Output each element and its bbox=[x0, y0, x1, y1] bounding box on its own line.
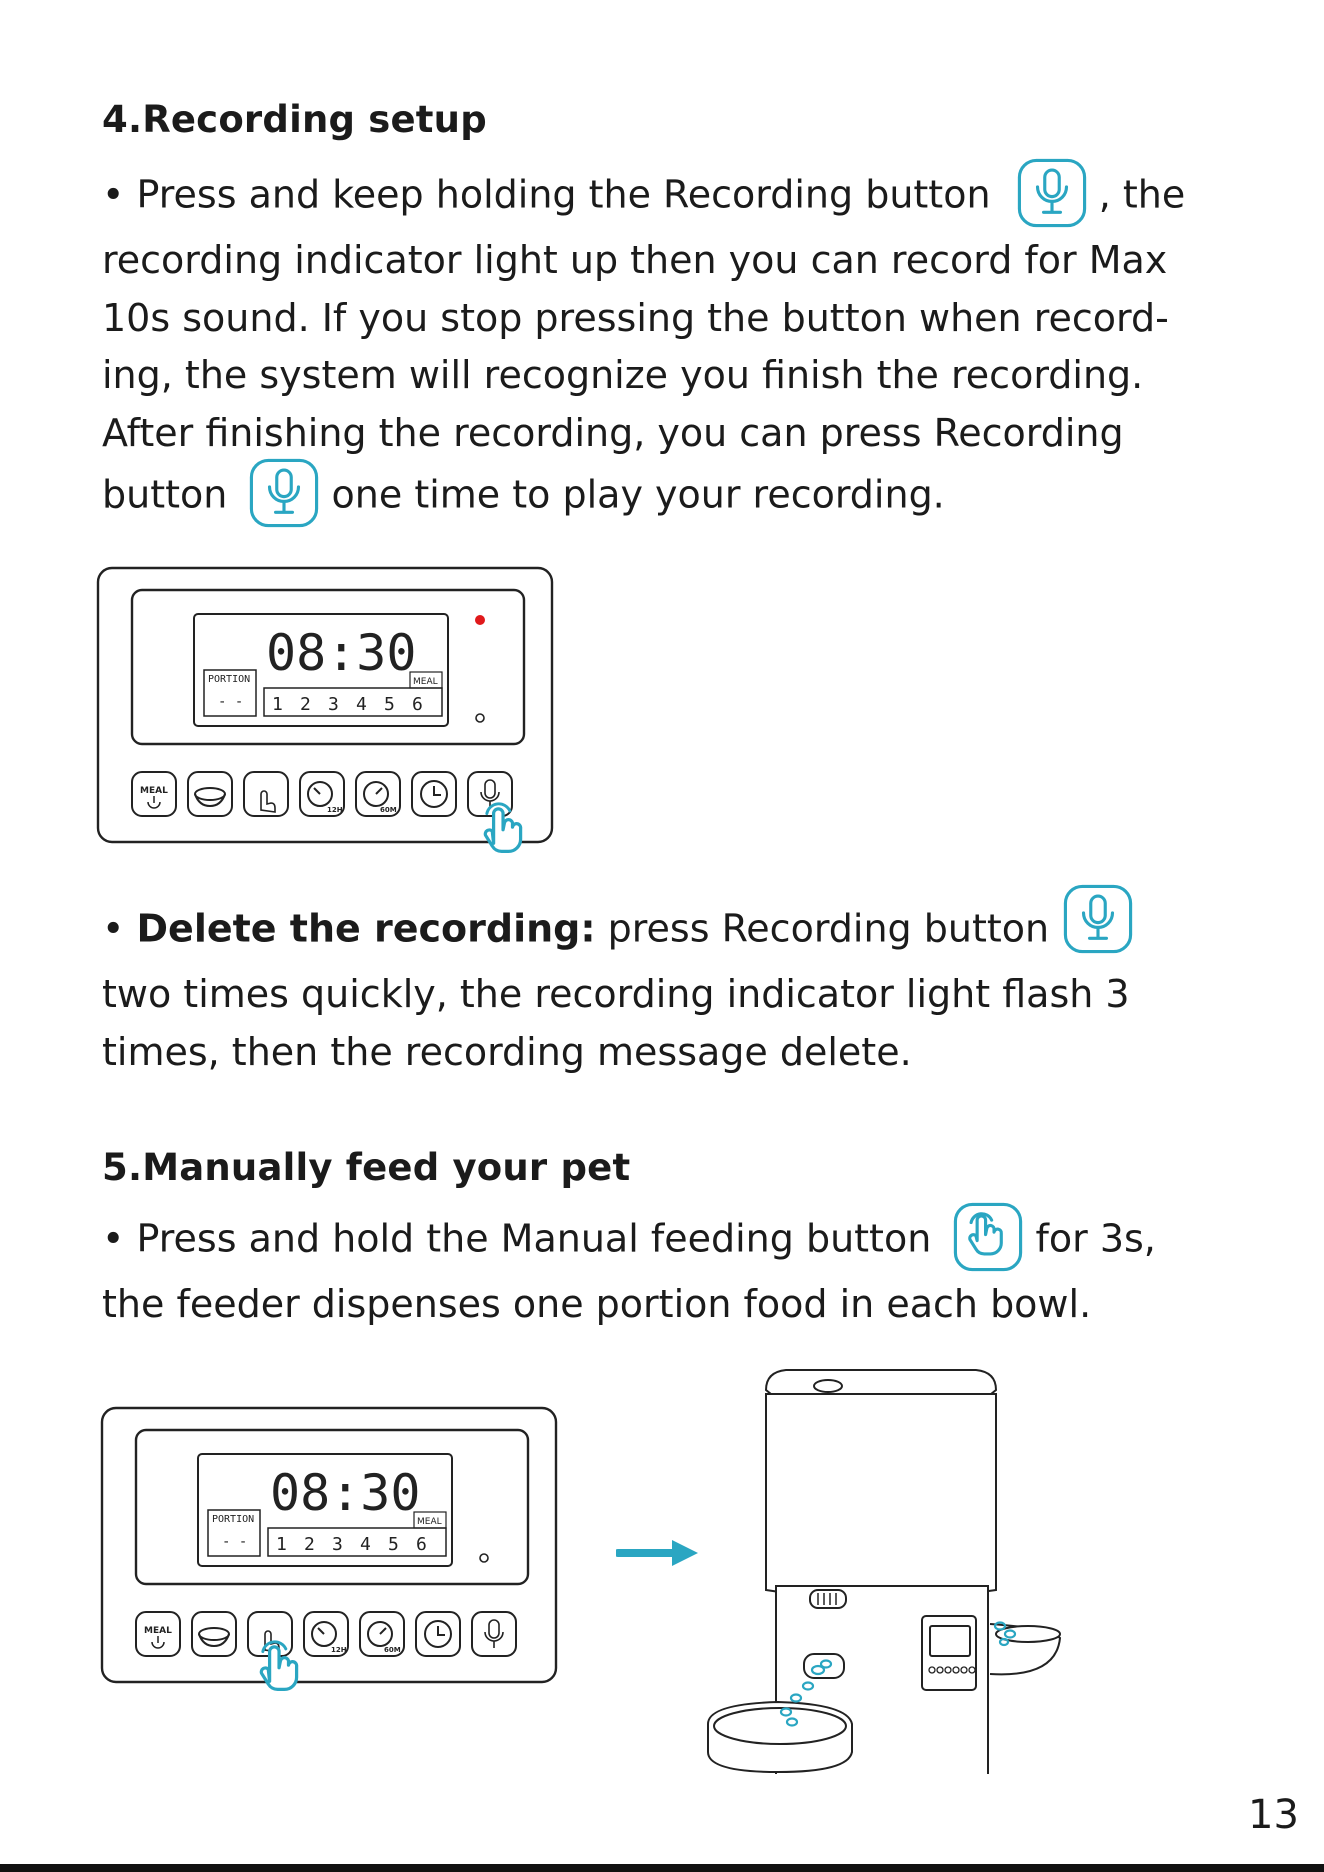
lcd-meal-number-4: 4 bbox=[360, 1534, 371, 1555]
timer-60m-label: 60M bbox=[384, 1646, 401, 1654]
manual-feed-text-line-2: the feeder dispenses one portion food in each bowl. bbox=[102, 1282, 1092, 1326]
recording-button-inline-icon-3 bbox=[1063, 884, 1133, 954]
lcd-meal-number-2: 2 bbox=[304, 1534, 315, 1555]
lcd-portion-label: PORTION bbox=[212, 1514, 255, 1525]
manual-feed-button-inline-icon bbox=[953, 1202, 1023, 1272]
lcd-meal-label: MEAL bbox=[413, 677, 438, 687]
page-bottom-border bbox=[0, 1864, 1324, 1872]
timer-12h-label: 12H bbox=[331, 1646, 347, 1654]
lcd-meal-number-3: 3 bbox=[328, 694, 339, 715]
manual-feed-instructions bbox=[102, 1206, 1232, 1334]
delete-text-1: press Recording button bbox=[595, 906, 1050, 951]
recording-text-line-2: recording indicator light up then you can record for Max bbox=[102, 238, 1168, 282]
lcd-meal-number-4: 4 bbox=[356, 694, 367, 715]
control-panel-diagram-recording bbox=[96, 566, 556, 876]
arrow-right-icon bbox=[616, 1538, 700, 1568]
manual-feed-text-1: • Press and hold the Manual feeding button bbox=[102, 1216, 932, 1261]
meal-button-label: MEAL bbox=[144, 1626, 172, 1636]
lcd-portion-value: - - bbox=[222, 1534, 248, 1550]
lcd-time: 08:30 bbox=[266, 624, 417, 682]
lcd-meal-number-5: 5 bbox=[384, 694, 395, 715]
timer-60m-label: 60M bbox=[380, 806, 397, 814]
page-number: 13 bbox=[1248, 1792, 1299, 1838]
lcd-meal-number-6: 6 bbox=[412, 694, 423, 715]
recording-text-line-5: After finishing the recording, you can press Recording bbox=[102, 410, 1124, 455]
meal-button-label: MEAL bbox=[140, 786, 168, 796]
recording-text-2: , the bbox=[1098, 172, 1186, 217]
lcd-portion-label: PORTION bbox=[208, 674, 251, 685]
recording-text-1: • Press and keep holding the Recording button bbox=[102, 172, 991, 217]
recording-indicator-light bbox=[475, 615, 485, 625]
delete-text-line-3: times, then the recording message delete. bbox=[102, 1029, 912, 1074]
recording-text-line-4: ing, the system will recognize you finish the recording. bbox=[102, 353, 1144, 397]
manual-feed-text-2: for 3s, bbox=[1035, 1216, 1156, 1261]
delete-recording-instructions bbox=[102, 896, 1232, 1081]
recording-button-inline-icon-2 bbox=[249, 458, 319, 528]
lcd-time: 08:30 bbox=[270, 1464, 421, 1522]
delete-text-line-2: two times quickly, the recording indicator light flash 3 bbox=[102, 972, 1130, 1016]
recording-text-line-3: 10s sound. If you stop pressing the button when record- bbox=[102, 295, 1169, 340]
recording-text-line-6b: one time to play your recording. bbox=[331, 472, 945, 517]
lcd-meal-number-1: 1 bbox=[276, 1534, 287, 1555]
recording-text-line-6a: button bbox=[102, 472, 228, 517]
section-heading-recording-setup: 4.Recording setup bbox=[102, 98, 487, 141]
control-panel-diagram-manual-feed bbox=[100, 1406, 560, 1716]
lcd-meal-number-2: 2 bbox=[300, 694, 311, 715]
lcd-meal-number-5: 5 bbox=[388, 1534, 399, 1555]
lcd-meal-label: MEAL bbox=[417, 1517, 442, 1527]
timer-12h-label: 12H bbox=[327, 806, 343, 814]
lcd-meal-number-6: 6 bbox=[416, 1534, 427, 1555]
lcd-portion-value: - - bbox=[218, 694, 244, 710]
lcd-meal-number-3: 3 bbox=[332, 1534, 343, 1555]
delete-bullet: • bbox=[102, 906, 137, 951]
delete-recording-label: Delete the recording: bbox=[136, 906, 596, 951]
section-heading-manual-feed: 5.Manually feed your pet bbox=[102, 1146, 631, 1189]
lcd-meal-number-1: 1 bbox=[272, 694, 283, 715]
recording-instructions bbox=[102, 162, 1232, 532]
pet-feeder-illustration bbox=[700, 1364, 1070, 1774]
recording-button-inline-icon bbox=[1017, 158, 1087, 228]
